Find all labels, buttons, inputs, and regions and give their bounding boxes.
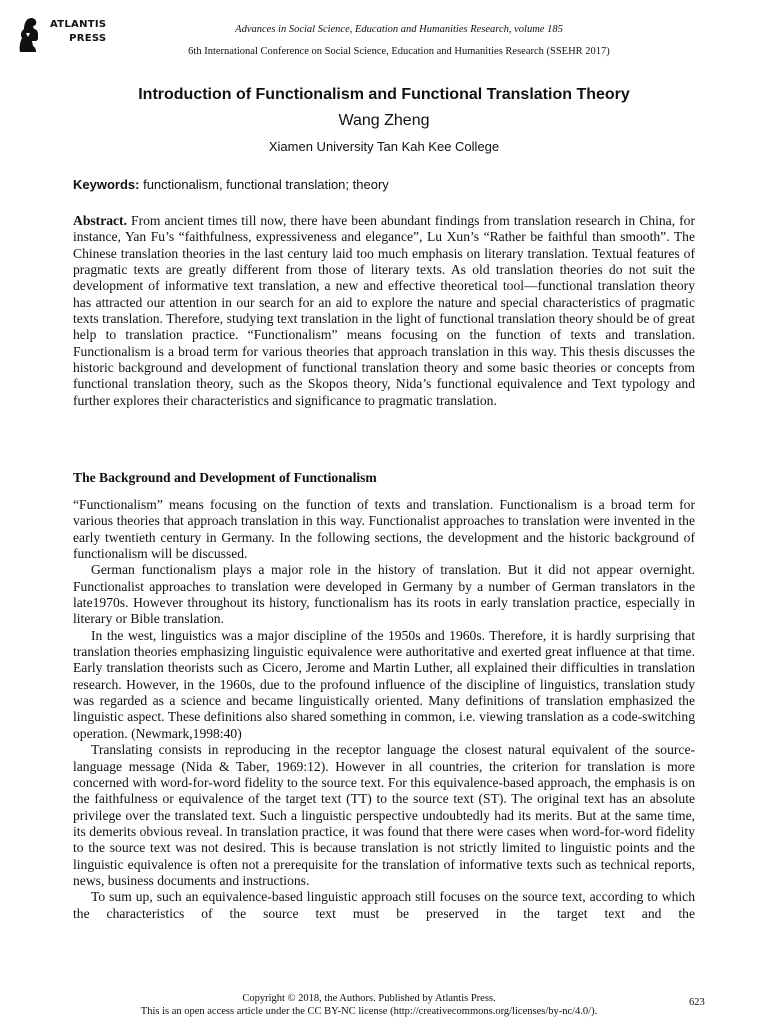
paragraph: “Functionalism” means focusing on the function of texts and translation. Functionalism is a broad term for various theories that approach translation in this way. Functionalist approaches to translation were invented in the early twentieth century in Germany. In the following sections, the development and the historic background of functionalism will be discussed. [73, 497, 695, 562]
keywords [73, 177, 389, 192]
keywords-label: Keywords: [73, 177, 140, 192]
paper-title: Introduction of Functionalism and Functional Translation Theory [138, 86, 630, 103]
copyright-notice: Copyright © 2018, the Authors. Published by Atlantis Press. [242, 993, 496, 1004]
conference-name: 6th International Conference on Social Science, Education and Humanities Research (SSEHR 2017) [188, 46, 610, 57]
abstract-label: Abstract. [73, 213, 127, 228]
abstract-text: From ancient times till now, there have been abundant findings from translation research in China, for instance, Yan Fu’s “faithfulness, expressiveness and elegance”, Lu Xun’s “Rather be faithful than smooth”. The Chinese translation theories in the last century laid too much emphasis on literary translation. Textual features of pragmatic texts are greatly different from those of literary texts. As old translation theories do not suit the development of informative text translation, a new and effective theoretical tool—functional translation theory has attracted our attention in our search for an aid to explore the nature and special characteristics of pragmatic texts translation. Therefore, studying text translation in the light of functional translation theory should be of great help to translation practice. “Functionalism” means focusing on the function of texts and translation. Functionalism is a broad term for various theories that approach translation in this way. This thesis discusses the historic background and development of functional translation theory and some basic theories or concepts from functional translation theory, such as the Skopos theory, Nida’s functional equivalence and Text typology and further explores their characteristics and significance to pragmatic translation. [73, 213, 695, 408]
page-footer [0, 992, 768, 1018]
section-body [73, 497, 695, 922]
keywords-text: functionalism, functional translation; theory [139, 177, 389, 192]
paragraph: Translating consists in reproducing in the receptor language the closest natural equivalent of the source-language message (Nida & Taber, 1969:12). However in all countries, the criterion for translation is more concerned with word-for-word fidelity to the source text. For this equivalence-based approach, the emphasis is on the faithfulness or equivalence of the target text (TT) to the source text (ST). The original text has an absolute privilege over the translated text. Such a linguistic perspective undoubtedly had its merits. But at the same time, its demerits obvious reveal. In translation practice, it was found that there were cases when word-for-word fidelity to the source text was not desired. This is because translation is not strictly limited to linguistic points and the linguistic equivalence is often not a prerequisite for the translation of informative texts such as technical reports, news, business documents and instructions. [73, 742, 695, 888]
journal-name: Advances in Social Science, Education and Humanities Research, volume 185 [235, 24, 563, 35]
paragraph: German functionalism plays a major role in the history of translation. But it did not appear overnight. Functionalist approaches to translation were developed in Germany by a number of German translators in the late1970s. However throughout its history, functionalism has its roots in early translation practice, especially in literary or Bible translation. [73, 562, 695, 627]
license-notice: This is an open access article under the CC BY-NC license (http://creativecommons.org/licenses/by-nc/4.0/). [140, 1006, 598, 1017]
section-heading: The Background and Development of Functionalism [73, 470, 377, 485]
abstract [73, 213, 695, 409]
page-number: 623 [689, 997, 705, 1008]
paragraph: In the west, linguistics was a major discipline of the 1950s and 1960s. Therefore, it is hardly surprising that translation theories emphasizing linguistic equivalence were authoritative and exerted great influence at that time. Early translation theorists such as Cicero, Jerome and Martin Luther, all explained their difficulties in translation research. However, in the 1960s, due to the profound influence of the discipline of linguistics, translation study was regarded as a science and became linguistically oriented. Many definitions of translation emphasized the linguistic aspect. These definitions also shared something in common, i.e. viewing translation as a code-switching operation. (Newmark,1998:40) [73, 627, 695, 741]
author-affiliation: Xiamen University Tan Kah Kee College [268, 139, 500, 154]
paragraph: To sum up, such an equivalence-based linguistic approach still focuses on the source text, according to which the characteristics of the source text must be preserved in the target text and the [73, 889, 695, 921]
logo-line2: PRESS [69, 33, 107, 44]
logo-line1: ATLANTIS [50, 19, 107, 30]
author-name: Wang Zheng [338, 112, 430, 129]
